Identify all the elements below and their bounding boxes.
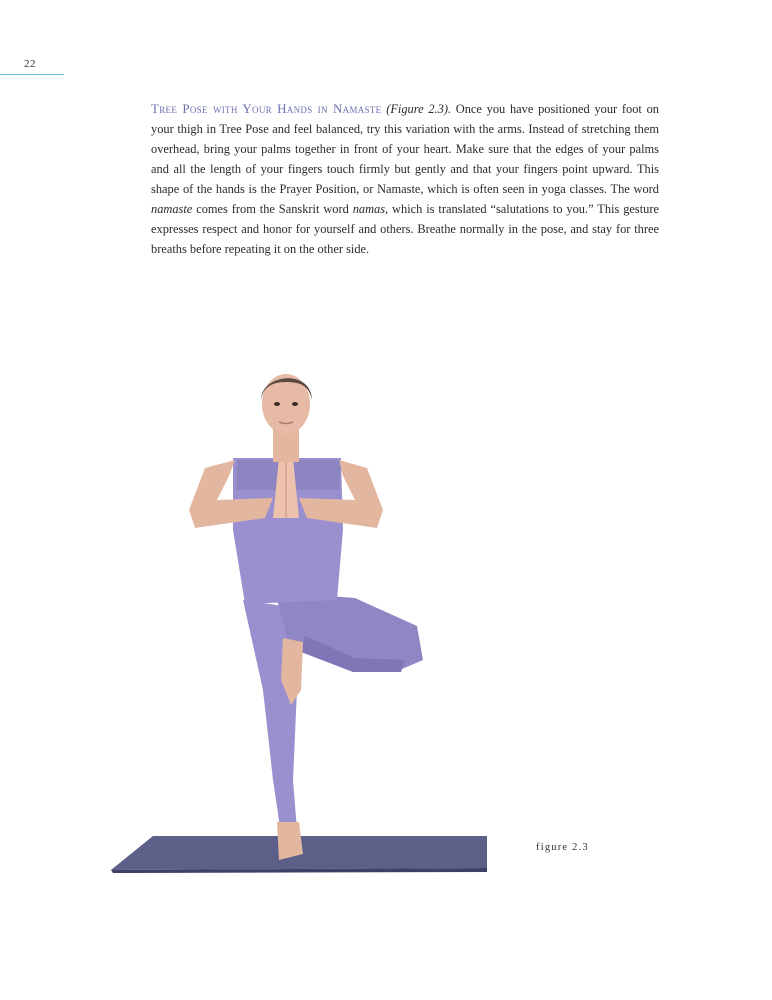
tree-pose-photo bbox=[105, 360, 495, 880]
figure-caption bbox=[536, 842, 589, 853]
figure-caption-text: figure 2.3 bbox=[536, 842, 589, 853]
standing-foot bbox=[277, 822, 303, 860]
paragraph-text-1: Once you have positioned your foot on your thigh in Tree Pose and feel balanced, try this variation with the arms. Instead of stretching them overhead, bring your palms together in front of your heart. Make sure that the edges of your palms and all the length of your fingers touch firmly but gently and that your fingers point upward. This shape of the hands is the Prayer Position, or Namaste, which is often seen in yoga classes. The word bbox=[151, 102, 659, 196]
page-number: 22 bbox=[24, 58, 36, 70]
paragraph-text-2: comes from the Sanskrit word bbox=[192, 202, 353, 216]
section-heading: Tree Pose with Your Hands in Namaste bbox=[151, 101, 382, 116]
body-paragraph bbox=[151, 99, 659, 259]
paragraph-text-3: which is translated “salutations to you.” This gesture expresses respect and honor for yourself and others. Breathe normally in the pose, and stay for three breaths before repeating it on the other side. bbox=[151, 202, 659, 256]
tree-pose-illustration bbox=[105, 360, 495, 880]
figure-reference: (Figure 2.3). bbox=[386, 102, 452, 116]
page-rule bbox=[0, 74, 64, 75]
paragraph-italic-namaste: namaste bbox=[151, 202, 193, 216]
paragraph-italic-namas: namas, bbox=[352, 202, 389, 216]
